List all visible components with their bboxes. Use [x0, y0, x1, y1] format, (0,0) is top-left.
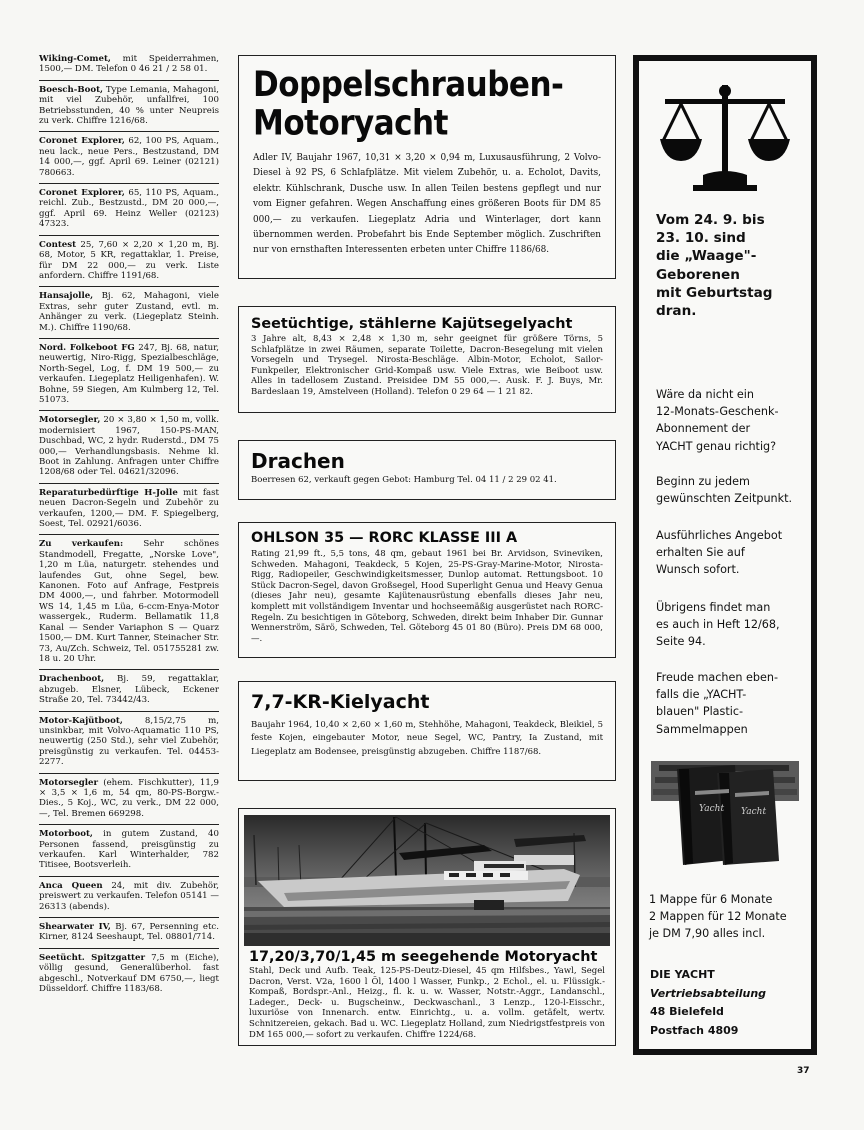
ad-title: Motorsegler, — [39, 415, 101, 426]
ad-title: Contest — [39, 239, 77, 250]
ad-text: in gutem Zustand, 40 Personen fassend, preisgünstig zu verkaufen. Karl Winterhalder, 782 Titisee, Bootsverleih. — [39, 829, 219, 871]
promo-line: Seite 94. — [656, 635, 706, 649]
ad-title: Anca Queen — [39, 880, 103, 891]
promo-headline-line: dran. — [656, 303, 697, 320]
ad-box-kajuetsegelyacht — [238, 306, 616, 413]
classified-ad — [39, 877, 219, 918]
ad-title: Drachenboot, — [39, 674, 105, 685]
ad-headline: Seetüchtige, stählerne Kajütsegelyacht — [251, 316, 573, 332]
address-line: Postfach 4809 — [650, 1023, 739, 1037]
promo-paragraph — [656, 386, 816, 455]
ad-text: Bj. 59, regattaklar, abzugeb. Elsner, Lübeck, Eckener Straße 20, Tel. 73442/43. — [39, 674, 219, 706]
ad-text: mit Speiderrahmen, 1500,— DM. Telefon 0 46 21 / 2 58 01. — [39, 54, 219, 75]
scales-logo — [659, 81, 791, 193]
ad-body: Stahl, Deck und Aufb. Teak, 125-PS-Deutz-Diesel, 45 qm Hilfsbes., Yawl, Segel Dacron, Verst. V2a, 1600 l Öl, 1400 l Wasser, Funkp., 2 Echol., el. u. Flüssigk.-Kompaß, Bordspr.-Anl., Heizg., fl. k. u. w. Wasser, Notstr.-Aggr., Landanschl., Ladeger., Deck- u. Bugscheinw., Deckwaschanl., 3 Lenzp., 120-l-Eisschr., luxuriöse von Innenarch. entw. Einrichtg., u. a. vollm. getäfelt, wertv. Schnitzereien, gekach. Bad u. WC. Liegeplatz Holland, zum Niedrigstfestpreis von DM 165 000,— sofort zu verkaufen. Chiffre 1224/68. — [249, 966, 605, 1040]
ad-title: Seetücht. Spitzgatter — [39, 952, 145, 963]
address-line: DIE YACHT — [650, 968, 715, 981]
ad-text: (ehem. Fischkutter), 11,9 × 3,5 × 1,6 m, 54 qm, 80-PS-Borgw.-Dies., 5 Koj., WC, zu verk., DM 22 000,—, Tel. Bremen 669298. — [39, 777, 219, 819]
classified-ad — [39, 535, 219, 670]
page-number: 37 — [797, 1066, 810, 1076]
classified-ad — [39, 484, 219, 536]
subscription-sidebar — [633, 55, 817, 1055]
promo-line: falls die „YACHT- — [656, 688, 747, 702]
ad-text: 62, 100 PS, Aquam., neu lack., neue Pers., Bestzustand, DM 14 000,—, ggf. April 69. Leiner (02121) 780663. — [39, 136, 220, 178]
ad-text: 65, 110 PS, Aquam., reichl. Zub., Bestzustd., DM 20 000,—, ggf. April 69. Heinz Weller (02123) 47323. — [39, 188, 220, 230]
ad-title: Motorboot, — [39, 829, 93, 840]
price-line: 2 Mappen für 12 Monate — [649, 910, 787, 924]
ad-title: Hansajolle, — [39, 291, 94, 302]
ad-title: Motorsegler — [39, 777, 99, 788]
promo-line: Ausführliches Angebot — [656, 529, 783, 542]
address-line: 48 Bielefeld — [650, 1005, 724, 1019]
ad-title: Reparaturbedürftige H-Jolle — [39, 487, 178, 498]
address-line: Vertriebsabteilung — [650, 986, 767, 1000]
price-line: 1 Mappe für 6 Monate — [649, 893, 773, 906]
ad-body: Baujahr 1964, 10,40 × 2,60 × 1,60 m, Stehhöhe, Mahagoni, Teakdeck, Bleikiel, 5 feste Kojen, eingebauter Motor, neue Segel, WC, Pantry, Ia Zustand, mit Liegeplatz am Bodensee, preisgünstig abzugeben. Chiffre 1187/68. — [251, 720, 603, 757]
headline-line: Doppelschrauben- — [253, 64, 564, 106]
headline-line: Motoryacht — [253, 102, 448, 144]
libra-scales-icon — [659, 81, 791, 193]
ad-headline: 7,7-KR-Kielyacht — [251, 691, 430, 713]
promo-line: es auch in Heft 12/68, — [656, 618, 780, 632]
promo-paragraph — [656, 599, 816, 651]
classified-ad — [39, 236, 219, 288]
classified-ad — [39, 339, 219, 411]
ad-headline — [253, 66, 601, 142]
promo-line: gewünschten Zeitpunkt. — [656, 492, 793, 506]
mailing-address — [650, 966, 810, 1040]
ad-title: Boesch-Boot, — [39, 84, 104, 95]
ad-body: Boerresen 62, verkauft gegen Gebot: Hamburg Tel. 04 11 / 2 29 02 41. — [251, 475, 557, 485]
ad-title: Motor-Kajütboot, — [39, 715, 123, 726]
binder-label: Yacht — [741, 807, 767, 817]
ad-box-ohlson — [238, 522, 616, 658]
promo-line: Sammelmappen — [656, 722, 748, 736]
classified-ad — [39, 287, 219, 339]
ad-text: Bj. 62, Mahagoni, viele Extras, sehr guter Zustand, evtl. m. Anhänger zu verk. (Liegeplatz Steinh. M.). Chiffre 1190/68. — [39, 291, 219, 333]
ad-body: Adler IV, Baujahr 1967, 10,31 × 3,20 × 0,94 m, Luxusausführung, 2 Volvo-Diesel à 92 PS, 6 Schlafplätze. Mit vielem Zubehör, u. a. Echolot, Davits, elektr. Kühlschrank, Dusche usw. In allen Teilen bestens gepflegt und nur vom Eigner gefahren. Wegen Anschaffung eines größeren Boots für DM 85 000,— zu verkaufen. Liegeplatz Adria und Winterlager, dort kann übernommen werden. Probefahrt bis Ende September möglich. Zuschriften nur von ernsthaften Interessenten erbeten unter Chiffre 1186/68. — [253, 153, 601, 256]
promo-line: erhalten Sie auf — [656, 546, 745, 560]
ad-title: Coronet Explorer, — [39, 188, 125, 199]
classified-ad — [39, 774, 219, 826]
promo-line: Übrigens findet man — [656, 601, 771, 614]
classified-ad — [39, 918, 219, 949]
motoryacht-photo-svg — [244, 815, 610, 946]
classifieds-column — [39, 50, 219, 999]
promo-line: YACHT genau richtig? — [656, 439, 777, 453]
ad-text: Bj. 67, Persenning etc. Kirner, 8124 Seeshaupt, Tel. 08801/714. — [39, 922, 219, 943]
ad-text: mit fast neuen Dacron-Segeln und Zubehör zu verkaufen, 1200,— DM. F. Spiegelberg, Soest, Tel. 02921/6036. — [39, 487, 220, 530]
promo-paragraph — [656, 473, 816, 507]
classified-ad — [39, 670, 219, 711]
classified-ad — [39, 50, 219, 81]
motoryacht-photo — [244, 815, 610, 946]
classified-ad — [39, 184, 219, 236]
ad-title: Coronet Explorer, — [39, 136, 125, 147]
ad-box-doppelschrauben — [238, 55, 616, 279]
promo-line: Wunsch sofort. — [656, 563, 740, 577]
classified-ad — [39, 411, 219, 483]
binder-label: Yacht — [699, 804, 725, 814]
promo-line: Freude machen eben- — [656, 671, 779, 684]
ad-body: 3 Jahre alt, 8,43 × 2,48 × 1,30 m, sehr geeignet für größere Törns, 5 Schlafplätze in zwei Räumen, separate Toilette, Dacron-Besegelung mit vielen Vorsegeln und Trysegel. Nirosta-Beschläge. Albin-Motor, Echolot, Sailor-Funkpeiler, Elektronischer Grid-Kompaß usw. Viele Extras, wie Beiboot usw. Alles in tadellosem Zustand. Preisidee DM 55 000,—. Ausk. F. J. Buys, Mr. Bardeslaan 19, Amstelveen (Holland). Telefon 0 29 64 — 1 21 82. — [251, 334, 603, 397]
promo-line: 12-Monats-Geschenk- — [656, 405, 779, 419]
promo-line: Wäre da nicht ein — [656, 388, 754, 401]
ad-headline: 17,20/3,70/1,45 m seegehende Motoryacht — [249, 949, 598, 965]
classified-ad — [39, 949, 219, 1000]
ad-text: 20 × 3,80 × 1,50 m, vollk. modernisiert 1967, 150-PS-MAN, Duschbad, WC, 2 hydr. Ruderstd., DM 75 000,— Verhandlungsbasis. Nehme kl. Boot in Zahlung. Anfragen unter Chiffre 1208/68 oder Tel. 04621/32096. — [39, 415, 219, 478]
promo-headline-line: Geborenen — [656, 266, 740, 283]
ad-text: Type Lemania, Mahagoni, mit viel Zubehör, unfallfrei, 100 Betriebsstunden, 40 % unter Neupreis zu verk. Chiffre 1216/68. — [39, 84, 219, 127]
ad-text: 247, Bj. 68, natur, neuwertig, Niro-Rigg, Spezialbeschläge, North-Segel, Log, f. DM 19 500,— zu verkaufen. Liegeplatz Heiligenhafen). W. Bohne, 59 Siegen, Am Kulmberg 12, Tel. 51073. — [39, 342, 219, 405]
promo-line: Abonnement der — [656, 422, 751, 436]
classified-ad — [39, 81, 219, 133]
ad-text: 24, mit div. Zubehör, preiswert zu verkaufen. Telefon 05141 — 26313 (abends). — [39, 880, 219, 912]
ad-title: Nord. Folkeboot FG — [39, 342, 135, 353]
ad-text: Sehr schönes Standmodell, Fregatte, „Norske Love", 1,20 m Lüa, naturgetr. stehendes und laufendes Gut, ohne Segel, bew. Kanonen. Foto auf Anfrage, Festpreis DM 4000,—, und fahrber. Motormodell WS 14, 1,45 m Lüa, 6-ccm-Enya-Motor wassergek., Ruderm. Bellamatik 11,8 Kanal — Sender Variaphon S — Quarz 1500,— DM. Kurt Tanner, Steinacher Str. 73, Au/Zch. Schweiz, Tel. 051755281 zw. 18 u. 20 Uhr. — [39, 539, 220, 664]
promo-line: blauen" Plastic- — [656, 705, 744, 719]
price-line: je DM 7,90 alles incl. — [649, 927, 766, 941]
binder-photo — [649, 759, 804, 867]
ad-text: 8,15/2,75 m, unsinkbar, mit Volvo-Aquamatic 110 PS, neuwertig (250 Std.), sehr viel Zubehör, preisgünstig zu verkaufen. Tel. 04453-2277. — [39, 715, 219, 768]
promo-headline — [656, 211, 816, 320]
promo-line: Beginn zu jedem — [656, 475, 750, 488]
promo-paragraph — [656, 527, 816, 579]
classified-ad — [39, 825, 219, 877]
ad-headline: OHLSON 35 — RORC KLASSE III A — [251, 530, 518, 546]
ad-title: Shearwater IV, — [39, 922, 111, 933]
ad-title: Zu verkaufen: — [39, 539, 124, 550]
binder-photo-svg — [649, 759, 804, 867]
ad-box-seegehende-motoryacht — [238, 808, 616, 1046]
price-list — [649, 891, 815, 943]
promo-headline-line: Vom 24. 9. bis — [656, 212, 765, 228]
ad-body: Rating 21,99 ft., 5,5 tons, 48 qm, gebaut 1961 bei Br. Arvidson, Svineviken, Schweden. Mahagoni, Teakdeck, 5 Kojen, 25-PS-Gray-Marine-Motor, Nirosta-Rigg, Radiopeiler, Geschwindigkeitsmesser, Dunlop automat. Rettungsboot. 10 Stück Dacron-Segel, davon Großsegel, Hood Superlight Genua und Heavy Genua (dieses Jahr neu), gesamte Kajütenausrüstung ebenfalls dieses Jahr neu, komplett mit vollständigem Inventar und hochseemäßig ausgerüstet nach RORC-Regeln. Zu besichtigen in Göteborg, Schweden, direkt beim Inhaber Dir. Gunnar Wennerström, Särö, Schweden, Tel. Göteborg 45 01 80 (Büro). Preis DM 68 000,—. — [251, 549, 603, 644]
promo-headline-line: 23. 10. sind — [656, 230, 746, 247]
promo-headline-line: mit Geburtstag — [656, 284, 773, 301]
classified-ad — [39, 132, 219, 184]
classified-ad — [39, 712, 219, 774]
ad-box-drachen — [238, 440, 616, 500]
ad-title: Wiking-Comet, — [39, 54, 111, 64]
promo-paragraph — [656, 669, 816, 738]
ad-headline: Drachen — [251, 449, 345, 473]
ad-text: 7,5 m (Eiche), völlig gesund, Generalüberhol. fast abgeschl., Notverkauf DM 6750,—, liegt Düsseldorf. Chiffre 1183/68. — [39, 952, 219, 995]
promo-headline-line: die „Waage"- — [656, 248, 757, 265]
ad-text: 25, 7,60 × 2,20 × 1,20 m, Bj. 68, Motor, 5 KR, regattaklar, 1. Preise, für DM 22 000,— zu verk. Liste anfordern. Chiffre 1191/68. — [39, 239, 219, 281]
ad-box-kielyacht — [238, 681, 616, 781]
